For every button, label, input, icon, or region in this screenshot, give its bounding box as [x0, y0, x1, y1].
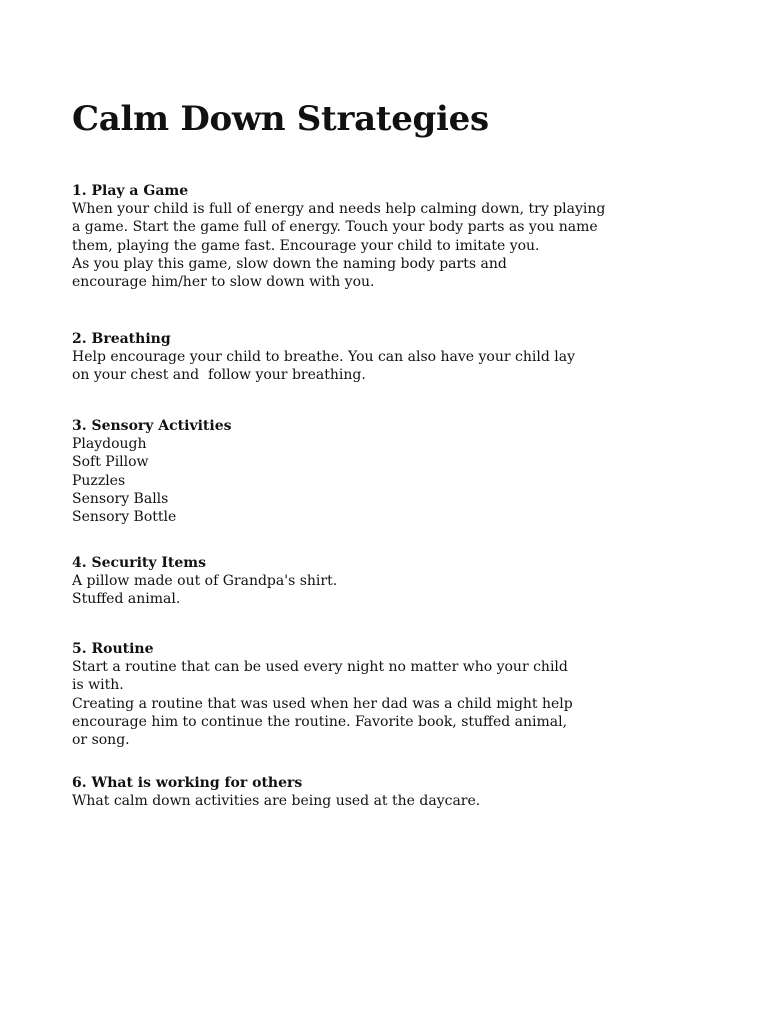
- section-heading: 1. Play a Game: [72, 183, 189, 199]
- section-sensory-activities: [72, 417, 712, 526]
- body-line: Stuffed animal.: [72, 591, 181, 608]
- body-line: or song.: [72, 732, 130, 749]
- list-item: Sensory Bottle: [72, 509, 177, 526]
- section-what-is-working: [72, 774, 712, 810]
- body-line: As you play this game, slow down the naming body parts and: [72, 255, 507, 272]
- section-breathing: [72, 330, 712, 385]
- body-line: Help encourage your child to breathe. You can also have your child lay: [72, 349, 575, 365]
- list-item: Soft Pillow: [72, 454, 149, 471]
- list-item: Sensory Balls: [72, 490, 169, 507]
- section-routine: [72, 640, 712, 749]
- section-heading: 2. Breathing: [72, 331, 171, 347]
- body-line: encourage him to continue the routine. Favorite book, stuffed animal,: [72, 713, 568, 730]
- body-line: a game. Start the game full of energy. Touch your body parts as you name: [72, 219, 598, 236]
- list-item: Puzzles: [72, 472, 126, 489]
- body-line: encourage him/her to slow down with you.: [72, 274, 375, 291]
- page-title: Calm Down Strategies: [72, 99, 489, 139]
- body-line: What calm down activities are being used at the daycare.: [72, 793, 481, 809]
- section-security-items: [72, 554, 712, 609]
- body-line: Creating a routine that was used when her dad was a child might help: [72, 695, 573, 712]
- section-heading: 3. Sensory Activities: [72, 418, 232, 434]
- body-line: on your chest and follow your breathing.: [72, 367, 366, 384]
- body-line: Start a routine that can be used every night no matter who your child: [72, 659, 568, 675]
- list-item: Playdough: [72, 436, 147, 452]
- section-heading: 5. Routine: [72, 641, 154, 657]
- body-line: When your child is full of energy and needs help calming down, try playing: [72, 201, 606, 217]
- body-line: is with.: [72, 677, 124, 694]
- section-heading: 6. What is working for others: [72, 775, 303, 791]
- document-page: [72, 96, 712, 809]
- section-play-a-game: [72, 182, 712, 291]
- body-line: them, playing the game fast. Encourage your child to imitate you.: [72, 237, 540, 254]
- body-line: A pillow made out of Grandpa's shirt.: [72, 573, 338, 589]
- section-heading: 4. Security Items: [72, 555, 206, 571]
